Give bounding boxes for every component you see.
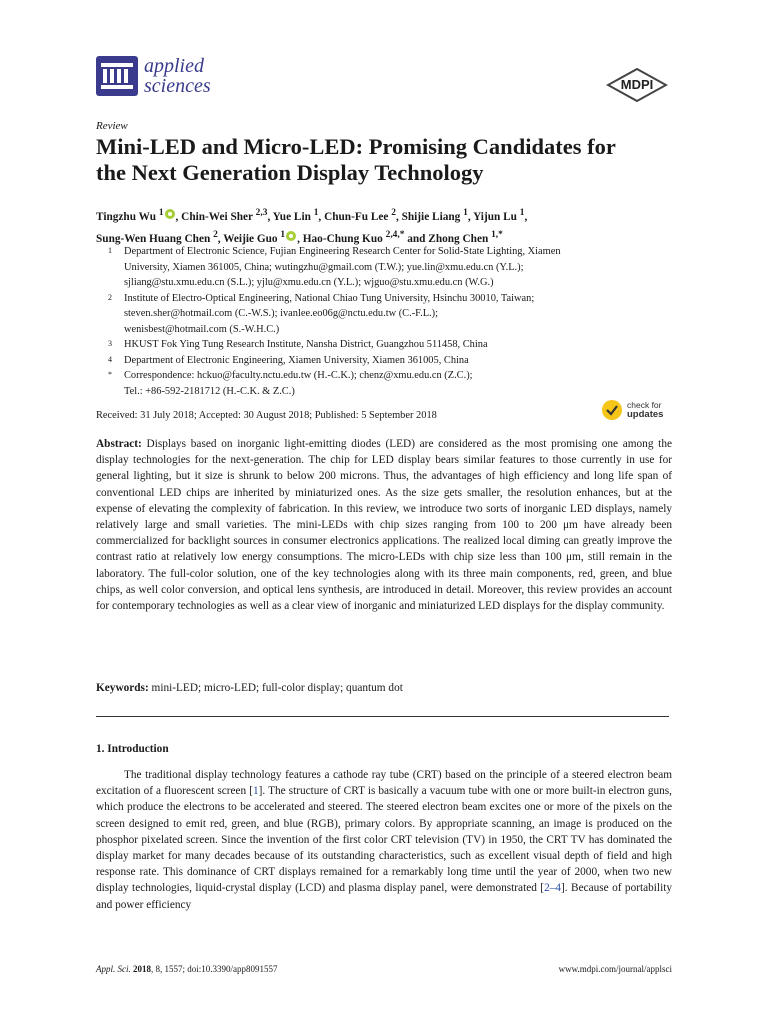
affiliations bbox=[96, 244, 672, 399]
journal-name: applied sciences bbox=[144, 55, 211, 97]
keywords bbox=[96, 682, 672, 694]
author-affiliation-marker: 1 bbox=[463, 208, 468, 218]
affiliation-1: 1 Department of Electronic Science, Fujian Engineering Research Center for Solid-State Lighting, Xiamen University, Xiamen 361005, China; wutingzhu@gmail.com (T.W.); yue.lin@xmu.edu.cn (Y.L.); sjliang@stu.xmu.edu.cn (S.L.); yjlu@xmu.edu.cn (Y.L.); wjguo@stu.xmu.edu.cn (W.G.) bbox=[96, 244, 672, 291]
title-line-2: the Next Generation Display Technology bbox=[96, 160, 484, 185]
journal-url[interactable]: www.mdpi.com/journal/applsci bbox=[558, 964, 672, 974]
intro-paragraph: The traditional display technology features a cathode ray tube (CRT) based on the principle of a steered electron beam excitation of a fluorescent screen [1]. The structure of CRT is basically a vacuum tube with one or more built-in electron guns, which produce the electrons to be accelerated and steered. The steered electron beam excites one or more of the pixels on the screen designed to emit red, green, and blue (RGB), primary colors. By appropriate scanning, an image is produced on the phosphor pixelated screen. Since the invention of the first color CRT television (TV) in 1950, the CRT TV has dominated the display market for many decades because of its outstanding characteristics, such as excellent visual depth of field and high response rate. This dominance of CRT displays remained for a remarkably long time until the year of 2000, when two new display technologies, liquid-crystal display (LCD) and plasma display panel, were demonstrated [2–4]. Because of portability and power efficiency bbox=[96, 769, 673, 911]
author-list: Tingzhu Wu $^1$ , Chin-Wei Sher $^{2,3}$, Yue Lin $^1$, Chun-Fu Lee $^2$, Shijie Liang $^1$, Yijun Lu $^1$, Sung-Wen Huang Chen $^2$, Weijie Guo $^1$ , Hao-Chung Kuo $^{2,4,*}$ and Zhong Chen $^{1,*}$ bbox=[96, 208, 528, 245]
author-affiliation-marker: 1 bbox=[313, 208, 319, 218]
author[interactable]: Chin-Wei Sher bbox=[181, 210, 253, 223]
abstract bbox=[96, 436, 672, 614]
affiliation-number: 3 bbox=[108, 339, 112, 348]
author-affiliation-marker: 2 bbox=[213, 229, 218, 240]
check-for-updates-badge[interactable]: check for updates bbox=[601, 398, 675, 422]
correspondence: * Correspondence: hckuo@faculty.nctu.edu.tw (H.-C.K.); chenz@xmu.edu.cn (Z.C.); Tel.: +86-592-2181712 (H.-C.K. & Z.C.) bbox=[96, 368, 672, 399]
keywords-text: mini-LED; micro-LED; full-color display; quantum dot bbox=[151, 682, 403, 694]
citation-footer: Appl. Sci. 2018, 8, 1557; doi:10.3390/app8091557 bbox=[96, 964, 278, 974]
abstract-label: Abstract: bbox=[96, 438, 142, 450]
citation-link[interactable]: 2–4 bbox=[544, 882, 562, 895]
author[interactable]: Yijun Lu bbox=[473, 210, 517, 223]
affiliation-number: 4 bbox=[108, 354, 112, 364]
keywords-label: Keywords: bbox=[96, 682, 149, 694]
affiliation-number: 2 bbox=[108, 292, 112, 302]
abstract-text: Displays based on inorganic light-emitting diodes (LED) are considered as the most promising one among the display technologies for the next-generation. The chip for LED display bears similar features to those currently in use for general lighting, but it size is shrunk to below 200 microns. Thus, the advantages of high efficiency and long life span of conventional LED chips are inherited by miniaturized ones. As the size gets smaller, the resolution enhances, but at the expense of elevating the complexity of fabrication. In this review, we introduce two sorts of inorganic LED displays, namely relatively large and small varieties. The mini-LEDs with chip sizes ranging from 100 to 200 μm have already been commercialized for backlight sources in consumer electronics applications. The realized local diming can greatly improve the contrast ratio at relatively low energy consumptions. The micro-LEDs with chip size less than 100 μm, still remain in the laboratory. The full-color solution, one of the key technologies along with its three main components, red, green, and blue chips, as well color conversion, and optical lens synthesis, are introduced in detail. Moreover, this review provides an account for contemporary technologies as well as a clear view of inorganic and miniaturized LED displays for the display community. bbox=[96, 438, 672, 613]
author[interactable]: Zhong Chen bbox=[428, 232, 489, 245]
journal-logo[interactable] bbox=[96, 56, 211, 96]
author-affiliation-marker: 1 bbox=[280, 229, 286, 240]
affiliation-number: * bbox=[108, 370, 112, 379]
publication-dates: Received: 31 July 2018; Accepted: 30 August 2018; Published: 5 September 2018 bbox=[96, 410, 437, 421]
author[interactable]: Yue Lin bbox=[272, 210, 311, 223]
affiliation-2: 2 Institute of Electro-Optical Engineering, National Chiao Tung University, Hsinchu 30010, Taiwan; steven.sher@hotmail.com (C.-W.S.); ivanlee.eo06g@nctu.edu.tw (C.-F.L.); wenisbest@hotmail.com (S.-W.H.C.) bbox=[96, 291, 672, 338]
author-affiliation-marker: 2,4,* bbox=[385, 229, 405, 240]
citation-link[interactable]: 1 bbox=[252, 785, 259, 798]
mdpi-logo[interactable] bbox=[606, 68, 668, 102]
section-divider bbox=[96, 716, 669, 717]
title-line-1: Mini-LED and Micro-LED: Promising Candidates for bbox=[96, 134, 616, 159]
author[interactable]: Shijie Liang bbox=[401, 210, 461, 223]
author[interactable]: Chun-Fu Lee bbox=[324, 210, 389, 223]
orcid-icon[interactable] bbox=[165, 209, 175, 219]
orcid-icon[interactable] bbox=[286, 231, 296, 241]
check-updates-icon bbox=[601, 399, 623, 421]
author[interactable]: Hao-Chung Kuo bbox=[302, 232, 383, 245]
author[interactable]: Tingzhu Wu bbox=[96, 210, 156, 223]
author-affiliation-marker: 1,* bbox=[491, 229, 503, 240]
affiliation-3: 3 HKUST Fok Ying Tung Research Institute, Nansha District, Guangzhou 511458, China bbox=[96, 337, 672, 353]
article-title bbox=[96, 134, 676, 186]
affiliation-4: 4 Department of Electronic Engineering, Xiamen University, Xiamen 361005, China bbox=[96, 353, 672, 369]
author[interactable]: Weijie Guo bbox=[223, 232, 278, 245]
journal-header bbox=[96, 56, 672, 106]
affiliation-number: 1 bbox=[108, 246, 112, 255]
journal-building-icon bbox=[96, 56, 138, 96]
author-affiliation-marker: 2 bbox=[391, 208, 396, 218]
section-heading: 1. Introduction bbox=[96, 743, 169, 755]
author[interactable]: Sung-Wen Huang Chen bbox=[96, 232, 211, 245]
author-affiliation-marker: 2,3 bbox=[255, 208, 268, 218]
svg-text:MDPI: MDPI bbox=[620, 77, 654, 92]
article-type: Review bbox=[96, 120, 128, 132]
author-affiliation-marker: 1 bbox=[158, 208, 164, 218]
author-affiliation-marker: 1 bbox=[519, 208, 525, 218]
